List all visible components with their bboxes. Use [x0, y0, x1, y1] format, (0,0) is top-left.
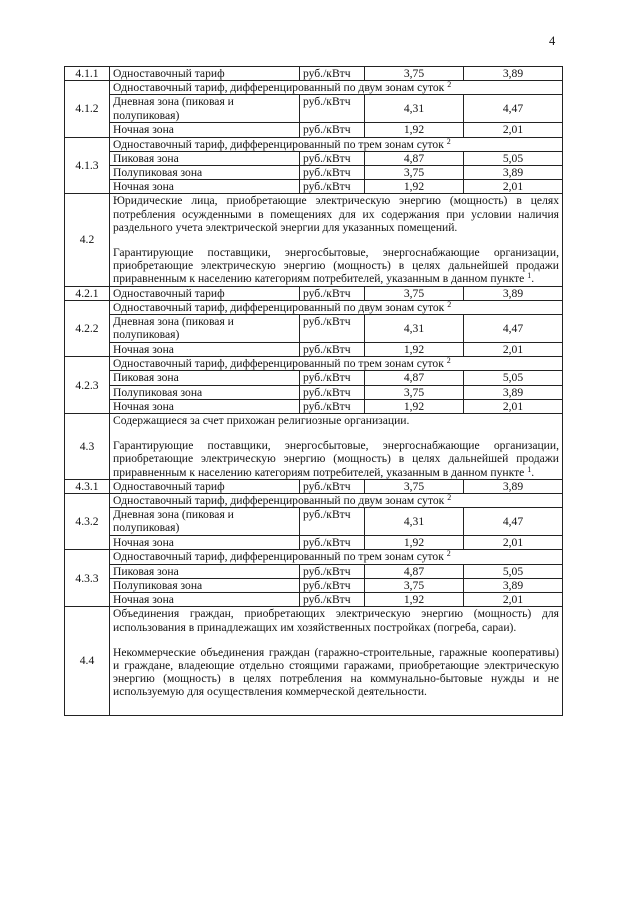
category-paragraph-2-text: Некоммерческие объединения граждан (гаражно-строительные, гаражные кооперативы) и граждане, владеющие отдельно стоящими гаражами, приобретающие электрическую энергию (мощность) в целях потребления на коммунально-бытовые нужды и не используемую для осуществления коммерческой деятельности.: [113, 645, 559, 699]
zone-row: [65, 343, 563, 357]
zone-name: Ночная зона: [110, 536, 300, 550]
footnote-mark: 2: [446, 549, 451, 559]
tariff-row: [65, 67, 563, 81]
unit-cell: руб./кВтч: [300, 67, 365, 81]
category-description: [110, 194, 563, 286]
tariff-group-title: [110, 137, 563, 151]
zone-name: Дневная зона (пиковая и полупиковая): [110, 508, 300, 536]
value-period-2: 2,01: [464, 399, 563, 413]
value-period-2: 4,47: [464, 508, 563, 536]
tariff-row: [65, 286, 563, 300]
value-period-1: 4,87: [365, 564, 464, 578]
value-period-1: 4,31: [365, 95, 464, 123]
tariff-title-text: Одноставочный тариф, дифференцированный по трем зонам суток: [113, 550, 444, 564]
consumer-category-row: [65, 607, 563, 715]
tariff-title-text: Одноставочный тариф, дифференцированный по двум зонам суток: [113, 81, 445, 95]
value-period-1: 1,92: [365, 123, 464, 137]
footnote-mark: 2: [447, 493, 452, 503]
page-number: 4: [549, 34, 556, 48]
value-period-2: 3,89: [464, 385, 563, 399]
unit-cell: руб./кВтч: [300, 564, 365, 578]
value-period-1: 1,92: [365, 180, 464, 194]
value-period-2: 3,89: [464, 578, 563, 592]
zone-name: Ночная зона: [110, 123, 300, 137]
footnote-mark: 2: [447, 80, 452, 90]
unit-cell: руб./кВтч: [300, 479, 365, 493]
zone-row: [65, 593, 563, 607]
value-period-1: 3,75: [365, 479, 464, 493]
value-period-2: 4,47: [464, 315, 563, 343]
paragraph-gap: [113, 427, 559, 439]
unit-cell: руб./кВтч: [300, 536, 365, 550]
tariff-group-title: [110, 550, 563, 564]
category-paragraph-2: [113, 439, 559, 479]
value-period-2: 5,05: [464, 564, 563, 578]
consumer-category-row: [65, 194, 563, 286]
tariff-title-text: Одноставочный тариф, дифференцированный по двум зонам суток: [113, 494, 445, 508]
category-description: [110, 414, 563, 480]
sentence-end: .: [531, 272, 535, 286]
zone-name: Полупиковая зона: [110, 578, 300, 592]
zone-name: Дневная зона (пиковая и полупиковая): [110, 95, 300, 123]
section-number: 4.1.1: [65, 67, 110, 81]
tariff-group-header: [65, 494, 563, 508]
value-period-2: 2,01: [464, 180, 563, 194]
unit-cell: руб./кВтч: [300, 371, 365, 385]
zone-row: [65, 371, 563, 385]
value-period-2: 3,89: [464, 67, 563, 81]
section-number: 4.3: [65, 414, 110, 480]
section-number: 4.2: [65, 194, 110, 286]
zone-row: [65, 315, 563, 343]
tariff-table: [64, 66, 563, 716]
unit-cell: руб./кВтч: [300, 286, 365, 300]
tariff-row: [65, 479, 563, 493]
zone-row: [65, 166, 563, 180]
value-period-1: 4,87: [365, 371, 464, 385]
category-paragraph-2: [113, 646, 559, 699]
category-paragraph-1: Объединения граждан, приобретающих электрическую энергию (мощность) для использования в принадлежащих им хозяйственных постройках (погреба, сараи).: [113, 607, 559, 634]
footnote-mark: 1: [527, 464, 532, 474]
value-period-2: 5,05: [464, 151, 563, 165]
value-period-2: 3,89: [464, 479, 563, 493]
tariff-title-text: Одноставочный тариф, дифференцированный по трем зонам суток: [113, 137, 444, 151]
paragraph-gap: [113, 634, 559, 646]
footnote-mark: 2: [446, 356, 451, 366]
value-period-2: 2,01: [464, 593, 563, 607]
section-number: 4.1.2: [65, 81, 110, 137]
unit-cell: руб./кВтч: [300, 151, 365, 165]
section-number: 4.1.3: [65, 137, 110, 194]
section-number: 4.3.3: [65, 550, 110, 607]
value-period-1: 1,92: [365, 343, 464, 357]
unit-cell: руб./кВтч: [300, 385, 365, 399]
tariff-group-title: [110, 357, 563, 371]
value-period-1: 3,75: [365, 286, 464, 300]
tariff-group-title: [110, 494, 563, 508]
zone-row: [65, 399, 563, 413]
value-period-1: 1,92: [365, 399, 464, 413]
unit-cell: руб./кВтч: [300, 399, 365, 413]
value-period-1: 3,75: [365, 166, 464, 180]
paragraph-gap: [113, 234, 559, 246]
zone-name: Пиковая зона: [110, 564, 300, 578]
category-paragraph-2: [113, 246, 559, 286]
sentence-end: .: [531, 465, 535, 479]
value-period-1: 3,75: [365, 67, 464, 81]
value-period-2: 3,89: [464, 286, 563, 300]
category-paragraph-1: Содержащиеся за счет прихожан религиозные организации.: [113, 414, 410, 428]
zone-row: [65, 151, 563, 165]
zone-row: [65, 385, 563, 399]
section-number: 4.3.2: [65, 494, 110, 550]
value-period-2: 2,01: [464, 343, 563, 357]
consumer-category-row: [65, 414, 563, 480]
value-period-2: 4,47: [464, 95, 563, 123]
tariff-name: Одноставочный тариф: [110, 479, 300, 493]
zone-name: Дневная зона (пиковая и полупиковая): [110, 315, 300, 343]
section-number: 4.2.2: [65, 300, 110, 356]
zone-name: Полупиковая зона: [110, 385, 300, 399]
footnote-mark: 1: [527, 271, 532, 281]
value-period-1: 1,92: [365, 536, 464, 550]
tariff-name: Одноставочный тариф: [110, 67, 300, 81]
section-number: 4.2.3: [65, 357, 110, 414]
zone-name: Ночная зона: [110, 343, 300, 357]
zone-name: Ночная зона: [110, 180, 300, 194]
footnote-mark: 2: [446, 136, 451, 146]
zone-row: [65, 508, 563, 536]
value-period-1: 3,75: [365, 385, 464, 399]
tariff-group-title: [110, 300, 563, 314]
zone-name: Пиковая зона: [110, 371, 300, 385]
unit-cell: руб./кВтч: [300, 578, 365, 592]
category-paragraph-1: Юридические лица, приобретающие электрическую энергию (мощность) в целях потребления осужденными в помещениях для их содержания при условии наличия раздельного учета электрической энергии для указанных помещений.: [113, 194, 559, 234]
tariff-group-header: [65, 137, 563, 151]
category-paragraph-2-text: Гарантирующие поставщики, энергосбытовые, энергоснабжающие организации, приобретающие электрическую энергию (мощность) в целях дальнейшей продажи приравненным к населению категориям потребителей, указанным в данном пункте: [113, 246, 559, 286]
tariff-group-header: [65, 81, 563, 95]
value-period-1: 1,92: [365, 593, 464, 607]
value-period-1: 4,87: [365, 151, 464, 165]
unit-cell: руб./кВтч: [300, 315, 365, 343]
tariff-group-header: [65, 550, 563, 564]
value-period-1: 4,31: [365, 315, 464, 343]
unit-cell: руб./кВтч: [300, 593, 365, 607]
zone-row: [65, 180, 563, 194]
zone-name: Ночная зона: [110, 593, 300, 607]
zone-row: [65, 536, 563, 550]
value-period-2: 2,01: [464, 536, 563, 550]
category-paragraph-2-text: Гарантирующие поставщики, энергосбытовые, энергоснабжающие организации, приобретающие электрическую энергию (мощность) в целях дальнейшей продажи приравненным к населению категориям потребителей, указанным в данном пункте: [113, 439, 559, 479]
zone-name: Ночная зона: [110, 399, 300, 413]
zone-row: [65, 564, 563, 578]
zone-row: [65, 95, 563, 123]
section-number: 4.2.1: [65, 286, 110, 300]
zone-row: [65, 123, 563, 137]
zone-name: Полупиковая зона: [110, 166, 300, 180]
section-number: 4.3.1: [65, 479, 110, 493]
tariff-title-text: Одноставочный тариф, дифференцированный по двум зонам суток: [113, 300, 445, 314]
cell-bottom-space: [113, 699, 559, 715]
unit-cell: руб./кВтч: [300, 343, 365, 357]
value-period-2: 2,01: [464, 123, 563, 137]
unit-cell: руб./кВтч: [300, 180, 365, 194]
footnote-mark: 2: [447, 299, 452, 309]
value-period-2: 5,05: [464, 371, 563, 385]
tariff-group-header: [65, 357, 563, 371]
tariff-name: Одноставочный тариф: [110, 286, 300, 300]
tariff-group-title: [110, 81, 563, 95]
tariff-group-header: [65, 300, 563, 314]
zone-name: Пиковая зона: [110, 151, 300, 165]
unit-cell: руб./кВтч: [300, 123, 365, 137]
unit-cell: руб./кВтч: [300, 508, 365, 536]
category-description: [110, 607, 563, 715]
value-period-2: 3,89: [464, 166, 563, 180]
zone-row: [65, 578, 563, 592]
unit-cell: руб./кВтч: [300, 166, 365, 180]
value-period-1: 4,31: [365, 508, 464, 536]
tariff-title-text: Одноставочный тариф, дифференцированный по трем зонам суток: [113, 357, 444, 371]
value-period-1: 3,75: [365, 578, 464, 592]
unit-cell: руб./кВтч: [300, 95, 365, 123]
section-number: 4.4: [65, 607, 110, 715]
